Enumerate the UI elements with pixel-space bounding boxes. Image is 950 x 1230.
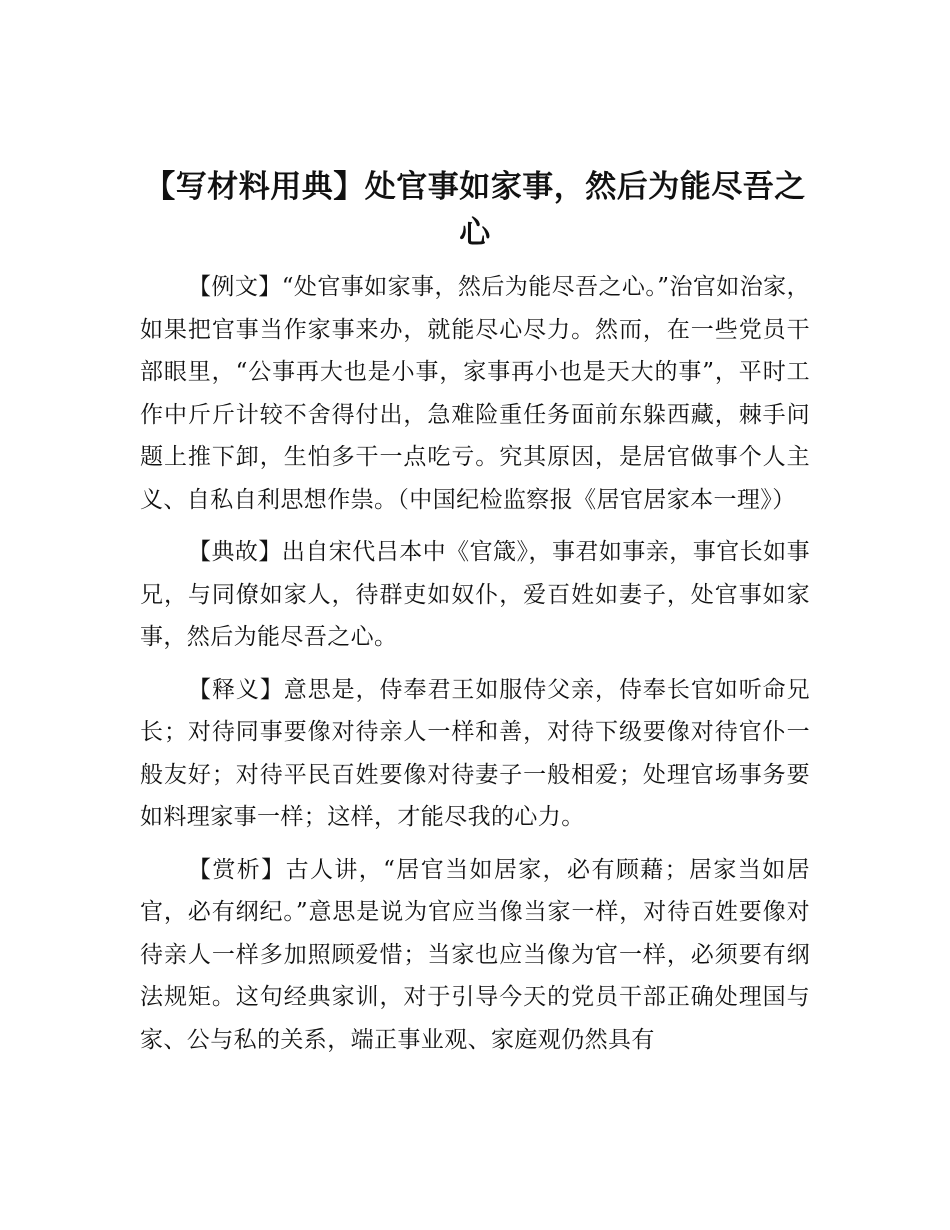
paragraph-text: 出自宋代吕本中《官箴》，事君如事亲，事官长如事兄，与同僚如家人，待群吏如奴仆，爱百姓如妻子，处官事如家事，然后为能尽吾之心。 — [140, 539, 811, 650]
document-body — [140, 266, 810, 1071]
paragraph-interpretation — [140, 669, 810, 839]
paragraph-text: 意思是，侍奉君王如服侍父亲，侍奉长官如听命兄长；对待同事要像对待亲人一样和善，对待下级要像对待官仆一般友好；对待平民百姓要像对待妻子一般相爱；处理官场事务要如料理家事一样；这样，才能尽我的心力。 — [140, 676, 810, 830]
paragraph-tag: 【典故】 — [188, 539, 282, 565]
paragraph-tag: 【赏析】 — [188, 856, 286, 883]
paragraph-text: “处官事如家事，然后为能尽吾之心。”治官如治家，如果把官事当作家事来办，就能尽心尽力。然而，在一些党员干部眼里，“公事再大也是小事，家事再小也是天大的事”，平时工作中斤斤计较不舍得付出，急难险重任务面前东躲西藏，棘手问题上推下卸，生怕多干一点吃亏。究其原因，是居官做事个人主义、自私自利思想作祟。（中国纪检监察报《居官居家本一理》） — [140, 274, 810, 513]
paragraph-appreciation — [140, 849, 810, 1062]
document-title: 【写材料用典】处官事如家事，然后为能尽吾之心 — [144, 169, 806, 251]
paragraph-tag: 【例文】 — [188, 274, 282, 300]
paragraph-example — [140, 266, 810, 521]
paragraph-tag: 【释义】 — [188, 676, 284, 703]
paragraph-allusion — [140, 531, 810, 659]
paragraph-text: 古人讲，“居官当如居家，必有顾藉；居家当如居官，必有纲纪。”意思是说为官应当像当家一样，对待百姓要像对待亲人一样多加照顾爱惜；当家也应当像为官一样，必须要有纲法规矩。这句经典家训，对于引导今天的党员干部正确处理国与家、公与私的关系，端正事业观、家庭观仍然具有 — [140, 856, 810, 1053]
